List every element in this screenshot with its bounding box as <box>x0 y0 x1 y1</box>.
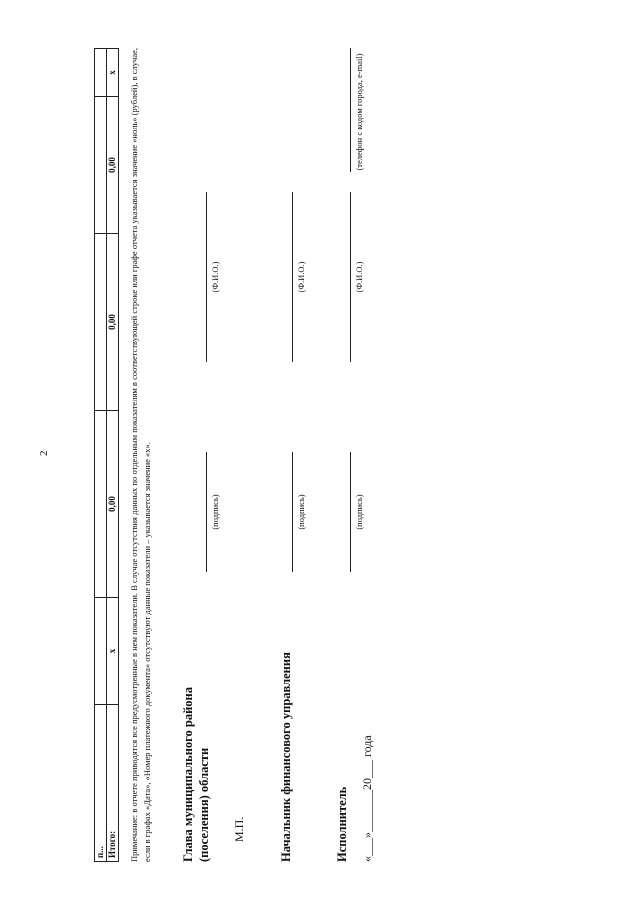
table-cell <box>95 234 107 411</box>
summary-table <box>94 48 119 862</box>
fio-line <box>206 192 207 362</box>
table-cell: Итого: <box>107 705 119 862</box>
signature-line <box>206 452 207 572</box>
signature-line <box>350 452 351 572</box>
date-line: «___»_______20___ года <box>360 735 374 862</box>
signature-caption: (подпись) <box>210 494 220 530</box>
signature-line <box>292 452 293 572</box>
table-cell: 0,00 <box>107 411 119 598</box>
table-cell: п... <box>95 705 107 862</box>
fio-line <box>292 192 293 362</box>
note-text: Примечание: в отчете приводятся все предусмотренные в нем показатели. В случае отсутствия данных по отдельным показателям в соответствующей строке или графе отчета указывается значение «ноль» (рублей), в случае, если в графах «Дата», «Номер платежного документа» отсутствуют данные показатели – указывается значение «х». <box>129 48 152 862</box>
table-cell: х <box>107 598 119 705</box>
head-title <box>180 687 212 862</box>
table-cell: 0,00 <box>107 97 119 234</box>
table-cell <box>95 598 107 705</box>
finance-head-title: Начальник финансового управления <box>279 652 293 862</box>
table-row <box>95 49 107 862</box>
table-cell: 0,00 <box>107 234 119 411</box>
phone-caption: (телефон с кодом города, e-mail) <box>354 53 364 171</box>
fio-caption: (Ф.И.О.) <box>296 261 306 293</box>
signature-caption: (подпись) <box>354 494 364 530</box>
fio-caption: (Ф.И.О.) <box>354 261 364 293</box>
rotated-content <box>86 42 556 862</box>
table-cell <box>95 97 107 234</box>
signature-caption: (подпись) <box>296 494 306 530</box>
head-title-line2: (поселения) области <box>197 747 211 862</box>
executor-title: Исполнитель <box>335 786 349 862</box>
phone-line <box>350 48 351 172</box>
table-row <box>107 49 119 862</box>
stamp-placeholder: М.П. <box>232 816 246 842</box>
fio-line <box>350 192 351 362</box>
table-cell <box>95 49 107 97</box>
page-number: 2 <box>38 450 50 456</box>
head-title-line1: Глава муниципального района <box>181 687 195 862</box>
table-cell <box>95 411 107 598</box>
fio-caption: (Ф.И.О.) <box>210 261 220 293</box>
table-cell: х <box>107 49 119 97</box>
